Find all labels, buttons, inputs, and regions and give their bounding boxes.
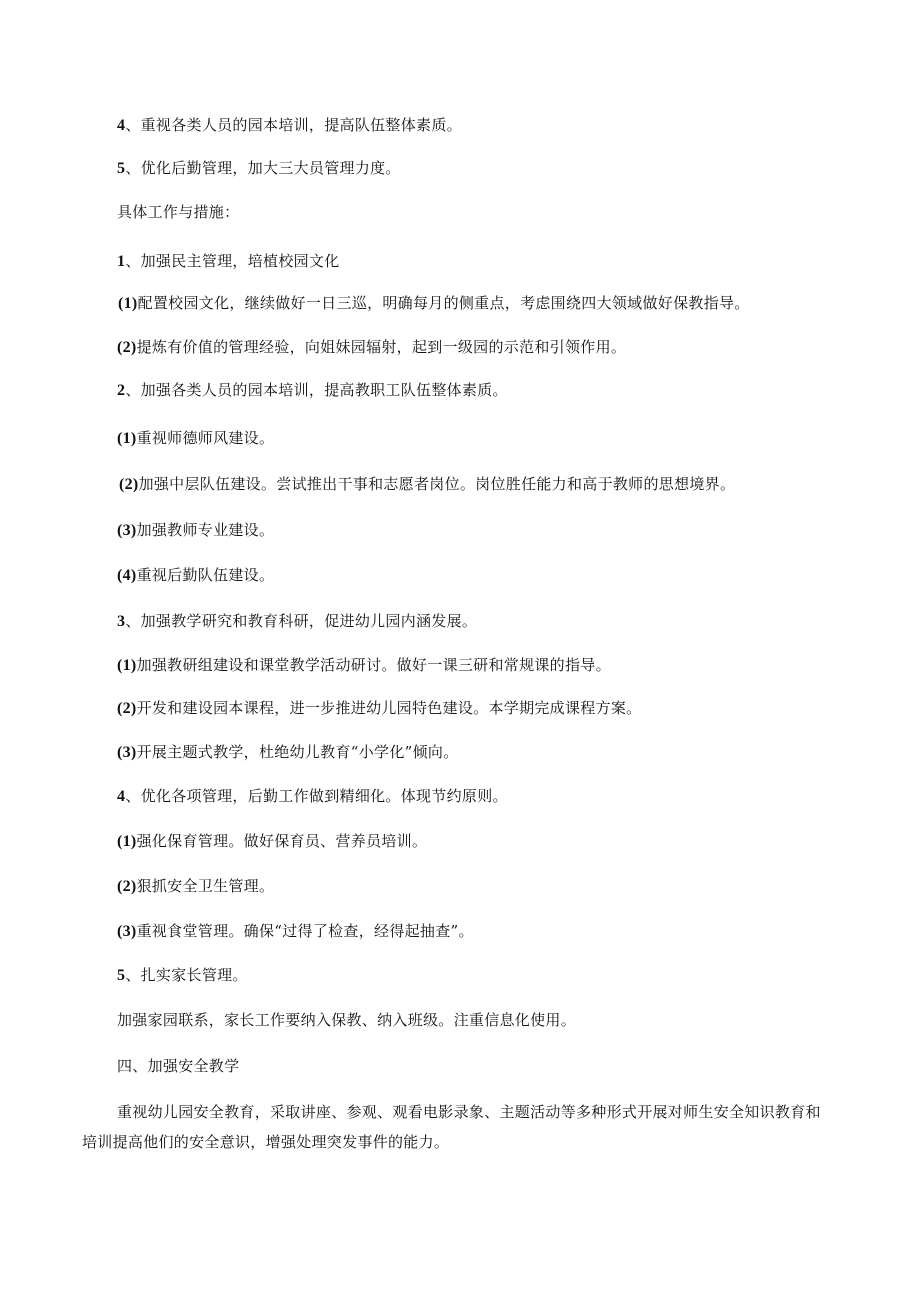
item-text: 配置校园文化，继续做好一日三巡，明确每月的侧重点，考虑围绕四大领域做好保教指导。	[137, 294, 750, 312]
item-text: 、重视各类人员的园本培训，提高队伍整体素质。	[125, 116, 462, 134]
text-line	[117, 565, 274, 586]
item-number: (4)	[117, 567, 137, 584]
item-text: 、优化后勤管理，加大三大员管理力度。	[125, 159, 401, 177]
item-number: (1)	[117, 430, 137, 447]
item-number: (3)	[117, 522, 137, 539]
item-text: 加强中层队伍建设。尝试推出干事和志愿者岗位。岗位胜任能力和高于教师的思想境界。	[138, 475, 736, 493]
text-line	[119, 474, 735, 495]
text-line	[118, 293, 750, 314]
text-line	[117, 831, 427, 852]
item-text: 重视食堂管理。确保“过得了检查，经得起抽查”。	[136, 922, 474, 940]
item-number: 4	[117, 117, 126, 134]
item-number: (2)	[117, 878, 137, 895]
text-line	[117, 698, 641, 719]
item-text: 开展主题式教学，杜绝幼儿教育“小学化”倾向。	[136, 743, 459, 761]
item-text: 、扎实家长管理。	[125, 966, 248, 984]
item-text: 重视后勤队伍建设。	[136, 566, 275, 584]
item-text: 加强教师专业建设。	[136, 521, 275, 539]
item-number: (2)	[117, 700, 137, 717]
text-line	[117, 115, 462, 136]
item-text: 强化保育管理。做好保育员、营养员培训。	[136, 832, 428, 850]
item-number: 1	[117, 253, 126, 270]
text-line	[117, 876, 274, 897]
item-text: 重视师德师风建设。	[136, 429, 275, 447]
text-line	[117, 742, 459, 763]
item-text: 、加强民主管理，培植校园文化	[125, 252, 340, 270]
text-line	[117, 251, 340, 272]
text-line	[117, 337, 626, 358]
item-number: (2)	[119, 476, 139, 493]
item-number: (3)	[117, 923, 137, 940]
text-line	[117, 655, 611, 676]
item-number: (2)	[117, 339, 137, 356]
item-number: 5	[117, 967, 126, 984]
item-text: 提炼有价值的管理经验，向姐妹园辐射，起到一级园的示范和引领作用。	[136, 338, 627, 356]
item-text: 开发和建设园本课程，进一步推进幼儿园特色建设。本学期完成课程方案。	[136, 699, 642, 717]
text-line	[117, 611, 477, 632]
item-number: (1)	[117, 833, 137, 850]
text-line	[117, 202, 239, 223]
text-line	[117, 380, 508, 401]
text-line	[117, 1010, 576, 1031]
text-line	[117, 158, 401, 179]
item-text: 、加强各类人员的园本培训，提高教职工队伍整体素质。	[125, 381, 508, 399]
item-text: 、优化各项管理，后勤工作做到精细化。体现节约原则。	[125, 787, 508, 805]
item-number: 5	[117, 160, 126, 177]
item-text: 四、加强安全教学	[117, 1057, 240, 1075]
item-number: (1)	[117, 657, 137, 674]
item-text: 狠抓安全卫生管理。	[136, 877, 275, 895]
text-line	[117, 786, 508, 807]
item-number: (1)	[118, 295, 138, 312]
item-number: 3	[117, 613, 126, 630]
text-line	[117, 965, 248, 986]
item-text: 加强教研组建设和课堂教学活动研讨。做好一课三研和常规课的指导。	[136, 656, 611, 674]
body-paragraph: 重视幼儿园安全教育，采取讲座、参观、观看电影录象、主题活动等多种形式开展对师生安全知识教育和培训提高他们的安全意识，增强处理突发事件的能力。	[82, 1103, 821, 1151]
item-number: (3)	[117, 744, 137, 761]
item-text: 加强家园联系，家长工作要纳入保教、纳入班级。注重信息化使用。	[117, 1011, 577, 1029]
section-heading	[117, 1056, 239, 1077]
item-text: 具体工作与措施：	[117, 203, 240, 221]
item-number: 2	[117, 382, 126, 399]
item-text: 、加强教学研究和教育科研，促进幼儿园内涵发展。	[125, 612, 478, 630]
text-line	[117, 520, 274, 541]
item-number: 4	[117, 788, 126, 805]
text-line	[117, 428, 274, 449]
text-line	[117, 921, 474, 942]
